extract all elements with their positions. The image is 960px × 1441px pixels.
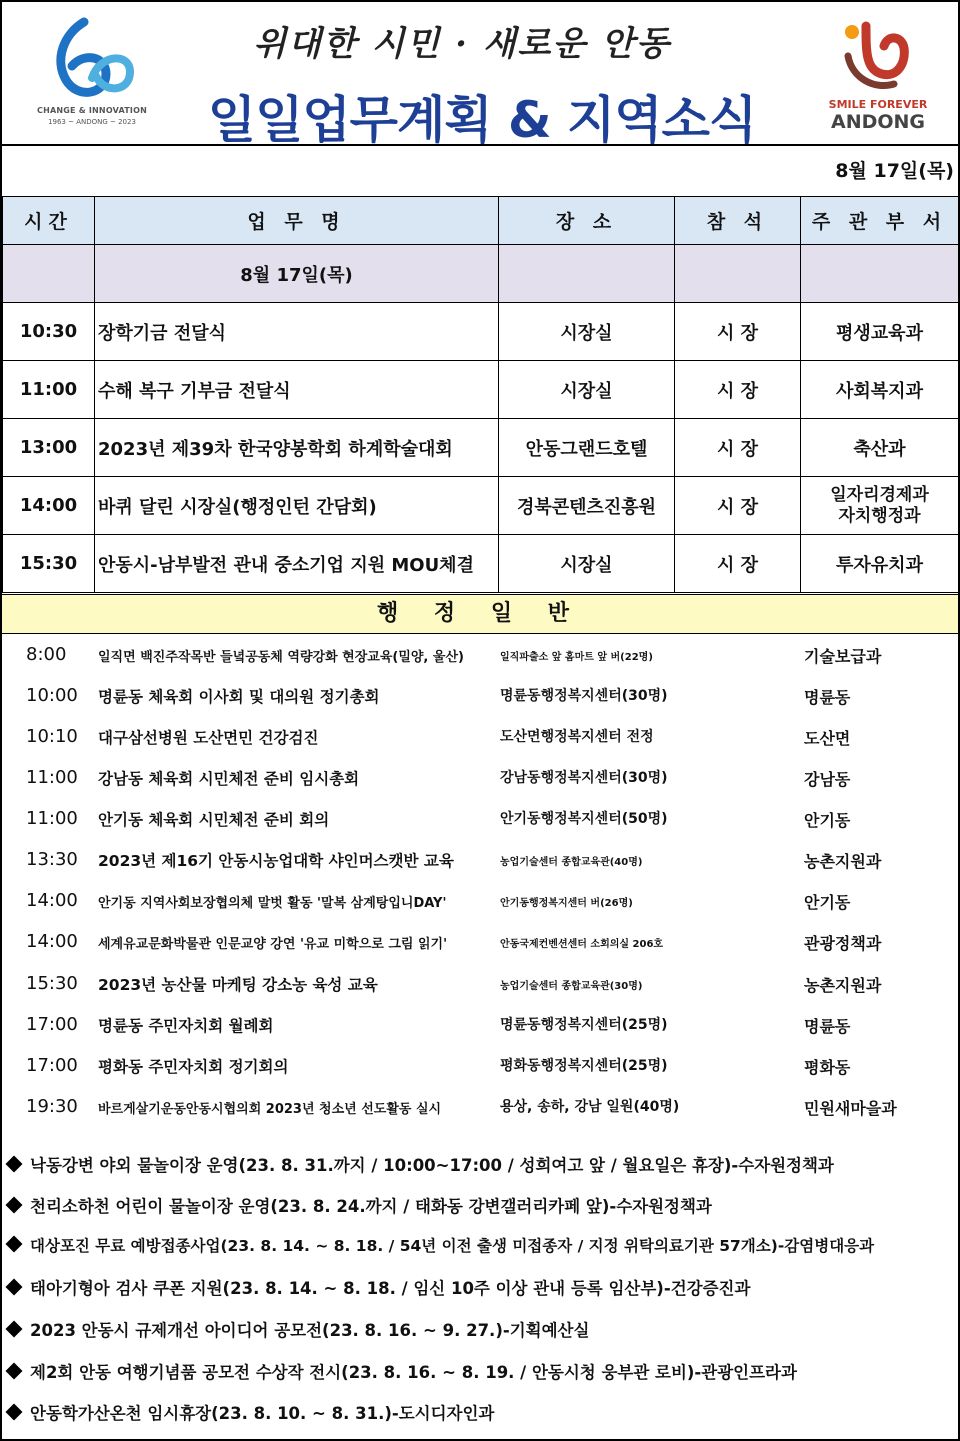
item-name: 바르게살기운동안동시협의회 2023년 청소년 선도활동 실시	[98, 1102, 442, 1117]
item-dept: 관광정책과	[804, 934, 882, 953]
date-row-empty	[675, 245, 801, 303]
item-dept: 농촌지원과	[804, 852, 882, 871]
page-date: 8월 17일(목)	[835, 160, 954, 182]
notice-text: 안동학가산온천 임시휴장(23. 8. 10. ~ 8. 31.)-도시디자인과	[30, 1404, 495, 1423]
header-time: 시간	[3, 197, 95, 245]
row-attendee: 시 장	[675, 303, 801, 361]
row-attendee: 시 장	[675, 535, 801, 593]
item-place: 용상, 송하, 강남 일원(40명)	[500, 1099, 680, 1115]
item-name: 안기동 지역사회보장협의체 말벗 활동 '말복 삼계탕입니DAY'	[98, 896, 447, 911]
item-time: 8:00	[26, 644, 67, 665]
row-dept: 투자유치과	[801, 535, 959, 593]
notice-item	[6, 1234, 874, 1274]
item-dept: 명륜동	[804, 688, 851, 707]
logo-years: 1963 ~ ANDONG ~ 2023	[48, 118, 136, 126]
row-time: 15:30	[3, 535, 95, 593]
item-name: 평화동 주민자치회 정기회의	[98, 1058, 289, 1076]
list-item	[2, 798, 958, 838]
row-dept	[801, 477, 959, 535]
row-dept-line: 자치행정과	[838, 505, 921, 526]
diamond-bullet-icon	[6, 1363, 23, 1380]
notice-item	[6, 1317, 589, 1357]
notice-item	[6, 1275, 750, 1315]
row-dept: 축산과	[801, 419, 959, 477]
logo-name: ANDONG	[830, 111, 926, 133]
item-time: 14:00	[26, 931, 78, 952]
notice-text: 태아기형아 검사 쿠폰 지원(23. 8. 14. ~ 8. 18. / 임신 10주 이상 관내 등록 임산부)-건강증진과	[30, 1279, 751, 1298]
diamond-bullet-icon	[6, 1156, 23, 1173]
row-time: 10:30	[3, 303, 95, 361]
row-place: 시장실	[499, 535, 675, 593]
page-title: 일일업무계획 & 지역소식	[207, 91, 757, 149]
row-time: 14:00	[3, 477, 95, 535]
item-name: 일직면 백진주작목반 들녘공동체 역량강화 현장교육(밀양, 울산)	[98, 650, 464, 665]
andong-logo	[818, 12, 938, 136]
item-name: 명륜동 체육회 이사회 및 대의원 정기총회	[98, 688, 380, 706]
table-row	[3, 535, 959, 593]
item-time: 11:00	[26, 767, 78, 788]
logo-caption: SMILE FOREVER	[828, 98, 928, 111]
anniversary-logo	[32, 14, 152, 132]
row-attendee: 시 장	[675, 477, 801, 535]
sixty-logo-icon	[44, 14, 140, 104]
item-place: 일직파출소 앞 홈마트 앞 버(22명)	[500, 652, 653, 663]
notice-text: 대상포진 무료 예방접종사업(23. 8. 14. ~ 8. 18. / 54년 이전 출생 미접종자 / 지정 위탁의료기관 57개소)-감염병대응과	[30, 1237, 875, 1255]
item-place: 안기동행정복지센터 버(26명)	[500, 898, 633, 909]
item-time: 10:00	[26, 685, 78, 706]
item-name: 2023년 제16기 안동시농업대학 샤인머스캣반 교육	[98, 852, 454, 870]
date-row-empty	[801, 245, 959, 303]
item-place: 안동국제컨벤션센터 소회의실 206호	[500, 939, 664, 950]
item-dept: 기술보급과	[804, 647, 882, 666]
row-dept-line: 일자리경제과	[830, 484, 929, 505]
diamond-bullet-icon	[6, 1321, 23, 1338]
notice-text: 2023 안동시 규제개선 아이디어 공모전(23. 8. 16. ~ 9. 27.)-기획예산실	[30, 1321, 590, 1340]
table-row	[3, 361, 959, 419]
item-time: 17:00	[26, 1014, 78, 1035]
notice-text: 제2회 안동 여행기념품 공모전 수상작 전시(23. 8. 16. ~ 8. 19. / 안동시청 웅부관 로비)-관광인프라과	[30, 1363, 797, 1382]
diamond-bullet-icon	[6, 1197, 23, 1214]
row-title: 바퀴 달린 시장실(행정인턴 간담회)	[95, 477, 499, 535]
diamond-bullet-icon	[6, 1279, 23, 1296]
header-attendee: 참 석	[675, 197, 801, 245]
row-attendee: 시 장	[675, 361, 801, 419]
notice-item	[6, 1193, 712, 1233]
item-place: 도산면행정복지센터 전정	[500, 729, 654, 745]
item-time: 14:00	[26, 890, 78, 911]
item-time: 13:30	[26, 849, 78, 870]
notice-item	[6, 1152, 834, 1192]
item-name: 명륜동 주민자치회 월례회	[98, 1017, 274, 1035]
header-title: 업 무 명	[95, 197, 499, 245]
list-item	[2, 634, 958, 674]
item-place: 강남동행정복지센터(30명)	[500, 770, 668, 786]
row-dept: 평생교육과	[801, 303, 959, 361]
list-item	[2, 716, 958, 756]
item-time: 17:00	[26, 1055, 78, 1076]
item-place: 농업기술센터 종합교육관(40명)	[500, 857, 643, 868]
list-item	[2, 839, 958, 879]
item-name: 안기동 체육회 시민체전 준비 회의	[98, 811, 330, 829]
list-item	[2, 880, 958, 920]
notice-text: 천리소하천 어린이 물놀이장 운영(23. 8. 24.까지 / 태화동 강변갤러리카페 앞)-수자원정책과	[30, 1197, 712, 1216]
row-time: 13:00	[3, 419, 95, 477]
list-item	[2, 1045, 958, 1085]
diamond-bullet-icon	[6, 1404, 23, 1421]
list-item	[2, 921, 958, 961]
list-item	[2, 757, 958, 797]
header-place: 장 소	[499, 197, 675, 245]
item-place: 농업기술센터 종합교육관(30명)	[500, 981, 643, 992]
row-place: 시장실	[499, 361, 675, 419]
date-row-label: 8월 17일(목)	[95, 245, 499, 303]
list-item	[2, 1004, 958, 1044]
row-title: 2023년 제39차 한국양봉학회 하계학술대회	[95, 419, 499, 477]
list-item	[2, 1086, 958, 1126]
row-title: 장학기금 전달식	[95, 303, 499, 361]
table-row	[3, 419, 959, 477]
slogan: 위대한 시민 · 새로운 안동	[253, 24, 671, 64]
item-dept: 강남동	[804, 770, 851, 789]
row-place: 시장실	[499, 303, 675, 361]
date-row-empty	[3, 245, 95, 303]
admin-section-title: 행 정 일 반	[2, 594, 958, 634]
date-row-empty	[499, 245, 675, 303]
item-name: 세계유교문화박물관 인문교양 강연 '유교 미학으로 그림 읽기'	[98, 937, 448, 952]
item-name: 2023년 농산물 마케팅 강소농 육성 교육	[98, 976, 378, 994]
logo-caption: CHANGE & INNOVATION	[37, 106, 147, 115]
row-dept: 사회복지과	[801, 361, 959, 419]
item-time: 10:10	[26, 726, 78, 747]
item-time: 11:00	[26, 808, 78, 829]
diamond-bullet-icon	[6, 1236, 23, 1253]
date-row	[3, 245, 959, 303]
item-dept: 명륜동	[804, 1017, 851, 1036]
item-dept: 민원새마을과	[804, 1099, 897, 1118]
item-place: 평화동행정복지센터(25명)	[500, 1058, 668, 1074]
row-title: 안동시-남부발전 관내 중소기업 지원 MOU체결	[95, 535, 499, 593]
header-dept: 주 관 부 서	[801, 197, 959, 245]
item-time: 15:30	[26, 973, 78, 994]
item-dept: 도산면	[804, 729, 851, 748]
item-dept: 평화동	[804, 1058, 851, 1077]
table-row	[3, 477, 959, 535]
row-time: 11:00	[3, 361, 95, 419]
row-place: 안동그랜드호텔	[499, 419, 675, 477]
list-item	[2, 675, 958, 715]
notice-item	[6, 1359, 797, 1399]
item-place: 명륜동행정복지센터(30명)	[500, 688, 668, 704]
table-row	[3, 303, 959, 361]
table-header-row	[3, 197, 959, 245]
row-title: 수해 복구 기부금 전달식	[95, 361, 499, 419]
notice-text: 낙동강변 야외 물놀이장 운영(23. 8. 31.까지 / 10:00~17:00 / 성희여고 앞 / 월요일은 휴장)-수자원정책과	[30, 1156, 834, 1175]
schedule-table	[2, 196, 959, 593]
item-name: 대구삼선병원 도산면민 건강검진	[98, 729, 319, 747]
item-dept: 안기동	[804, 811, 851, 830]
item-dept: 안기동	[804, 893, 851, 912]
header	[2, 2, 958, 149]
row-place: 경북콘텐츠진흥원	[499, 477, 675, 535]
smile-logo-icon	[838, 12, 918, 92]
item-time: 19:30	[26, 1096, 78, 1117]
item-dept: 농촌지원과	[804, 976, 882, 995]
item-place: 명륜동행정복지센터(25명)	[500, 1017, 668, 1033]
item-place: 안기동행정복지센터(50명)	[500, 811, 668, 827]
item-name: 강남동 체육회 시민체전 준비 임시총회	[98, 770, 360, 788]
row-attendee: 시 장	[675, 419, 801, 477]
notice-item	[6, 1400, 494, 1440]
list-item	[2, 963, 958, 1003]
